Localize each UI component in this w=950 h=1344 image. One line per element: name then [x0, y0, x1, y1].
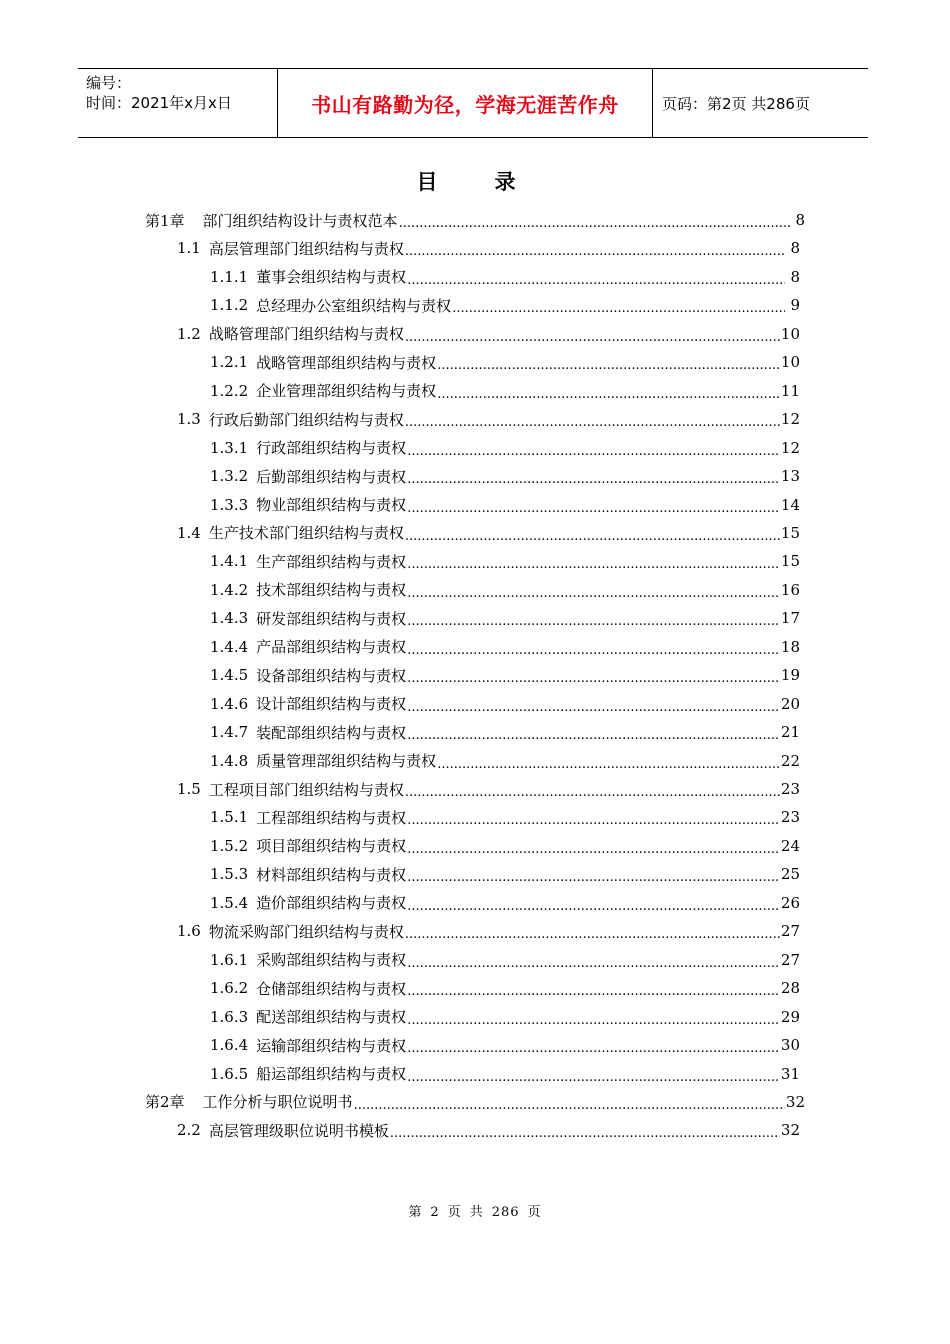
- toc-entry[interactable]: [177, 775, 800, 803]
- toc-dot-leader: [407, 952, 780, 968]
- toc-entry-label: 后勤部组织结构与责权: [256, 467, 407, 486]
- toc-entry-page: 21: [780, 723, 800, 742]
- toc-entry-page: 32: [785, 1092, 805, 1111]
- toc-entry-number: 1.4.5: [210, 666, 249, 685]
- toc-title: 目 录: [416, 170, 534, 194]
- toc-entry-page: 28: [780, 979, 800, 998]
- toc-dot-leader: [407, 667, 780, 683]
- toc-dot-leader: [407, 895, 780, 911]
- toc-dot-leader: [405, 923, 780, 939]
- toc-dot-leader: [390, 1122, 780, 1138]
- toc-dot-leader: [405, 326, 780, 342]
- toc-entry[interactable]: [210, 291, 800, 319]
- toc-entry[interactable]: [210, 348, 800, 376]
- toc-entry-page: 14: [780, 495, 800, 514]
- toc-entry-label: 工程部组织结构与责权: [256, 808, 407, 827]
- toc-entry-number: 1.4.4: [210, 637, 249, 656]
- toc-dot-leader: [437, 354, 780, 370]
- toc-dot-leader: [405, 240, 785, 256]
- toc-dot-leader: [407, 866, 780, 882]
- toc-entry-number: 1.2.1: [210, 353, 249, 372]
- toc-entry-number: 2.2: [177, 1121, 201, 1140]
- toc-entry-number: 1.4.8: [210, 751, 249, 770]
- toc-dot-leader: [407, 696, 780, 712]
- toc-entry-label: 设计部组织结构与责权: [256, 695, 407, 714]
- toc-entry-page: 25: [780, 865, 800, 884]
- toc-entry-label: 质量管理部组织结构与责权: [256, 752, 437, 771]
- toc-dot-leader: [354, 1094, 785, 1110]
- toc-dot-leader: [407, 724, 780, 740]
- toc-entry-number: 第2章: [145, 1093, 185, 1112]
- footer-current-page: 2: [430, 1205, 440, 1220]
- toc-dot-leader: [405, 525, 780, 541]
- toc-entry[interactable]: [177, 405, 800, 433]
- toc-entry-page: 12: [780, 410, 800, 429]
- page-header: [78, 68, 868, 138]
- toc-entry-page: 17: [780, 609, 800, 628]
- toc-entry-label: 战略管理部组织结构与责权: [256, 353, 437, 372]
- toc-entry-label: 总经理办公室组织结构与责权: [256, 296, 452, 315]
- toc-entry-number: 1.4.7: [210, 723, 249, 742]
- toc-entry[interactable]: [177, 519, 800, 547]
- toc-entry-label: 行政后勤部门组织结构与责权: [208, 410, 404, 429]
- toc-entry-number: 1.5.1: [210, 808, 249, 827]
- toc-entry[interactable]: [210, 946, 800, 974]
- toc-dot-leader: [407, 269, 785, 285]
- toc-dot-leader: [407, 610, 780, 626]
- toc-entry-page: 27: [780, 922, 800, 941]
- toc-entry-page: 13: [780, 467, 800, 486]
- toc-entry-number: 1.4.6: [210, 694, 249, 713]
- toc-entry-page: 29: [780, 1007, 800, 1026]
- toc-entry-page: 31: [780, 1064, 800, 1083]
- toc-entry-page: 8: [795, 211, 805, 229]
- toc-entry-label: 行政部组织结构与责权: [256, 439, 407, 458]
- toc-entry[interactable]: [210, 263, 800, 291]
- toc-entry[interactable]: [210, 547, 800, 575]
- header-motto: 书山有路勤为径，学海无涯苦作舟: [278, 69, 653, 137]
- toc-entry-number: 1.3.2: [210, 467, 249, 486]
- toc-dot-leader: [452, 297, 785, 313]
- toc-entry[interactable]: [210, 803, 800, 831]
- toc-entry-number: 1.2: [177, 324, 201, 343]
- toc-entry[interactable]: [210, 690, 800, 718]
- toc-entry-page: 19: [780, 666, 800, 685]
- toc-entry[interactable]: [177, 917, 800, 945]
- toc-entry[interactable]: [210, 633, 800, 661]
- toc-entry-page: 11: [780, 381, 800, 400]
- toc-entry[interactable]: [210, 1060, 800, 1088]
- toc-entry-number: 1.1: [177, 239, 201, 258]
- toc-entry-page: 10: [780, 324, 800, 343]
- toc-entry[interactable]: [177, 320, 800, 348]
- toc-entry-number: 1.6.5: [210, 1064, 249, 1083]
- toc-entry-page: 30: [780, 1036, 800, 1055]
- toc-entry-page: 18: [780, 637, 800, 656]
- toc-entry[interactable]: [210, 1031, 800, 1059]
- footer-suffix: 页: [527, 1205, 542, 1220]
- toc-entry-page: 15: [780, 523, 800, 542]
- toc-entry-number: 1.6.1: [210, 950, 249, 969]
- toc-entry-page: 24: [780, 836, 800, 855]
- toc-entry-number: 1.4.3: [210, 609, 249, 628]
- toc-entry-label: 部门组织结构设计与责权范本: [202, 211, 398, 230]
- toc-dot-leader: [407, 1009, 780, 1025]
- footer-total-pages: 286: [491, 1205, 520, 1220]
- toc-entry-number: 1.5.3: [210, 865, 249, 884]
- toc-entry[interactable]: [210, 860, 800, 888]
- toc-entry[interactable]: [210, 377, 800, 405]
- toc-entry-label: 高层管理部门组织结构与责权: [208, 239, 404, 258]
- toc-entry[interactable]: [177, 234, 800, 262]
- toc-entry[interactable]: [177, 1116, 800, 1144]
- toc-entry-page: 27: [780, 950, 800, 969]
- toc-entry-label: 造价部组织结构与责权: [256, 894, 407, 913]
- toc-dot-leader: [407, 1037, 780, 1053]
- toc-entry-label: 产品部组织结构与责权: [256, 638, 407, 657]
- page-footer: [0, 1201, 950, 1220]
- toc-entry-page: 8: [790, 267, 800, 286]
- toc-entry[interactable]: [210, 1003, 800, 1031]
- toc-entry[interactable]: [210, 576, 800, 604]
- footer-total-word: 共: [469, 1205, 484, 1220]
- toc-entry-page: 22: [780, 751, 800, 770]
- toc-dot-leader: [407, 980, 780, 996]
- toc-entry-number: 1.6.3: [210, 1007, 249, 1026]
- toc-entry[interactable]: [210, 889, 800, 917]
- toc-entry-number: 1.5.2: [210, 836, 249, 855]
- toc-entry-label: 高层管理级职位说明书模板: [208, 1121, 389, 1140]
- toc-dot-leader: [407, 639, 780, 655]
- toc-entry[interactable]: [210, 661, 800, 689]
- toc-entry[interactable]: [145, 206, 805, 234]
- toc-entry-page: 9: [790, 296, 800, 315]
- toc-entry-label: 材料部组织结构与责权: [256, 865, 407, 884]
- toc-entry-number: 1.5.4: [210, 893, 249, 912]
- header-page-label: 页码：第2页 共286页: [662, 94, 810, 113]
- toc-entry-label: 项目部组织结构与责权: [256, 837, 407, 856]
- toc-entry-number: 1.5: [177, 780, 201, 798]
- toc-dot-leader: [407, 838, 780, 854]
- footer-page-word: 页: [447, 1205, 462, 1220]
- toc-dot-leader: [405, 411, 780, 427]
- toc-entry[interactable]: [145, 1088, 805, 1116]
- toc-dot-leader: [407, 440, 780, 456]
- toc-entry-number: 1.4.2: [210, 580, 249, 599]
- toc-entry-page: 10: [780, 353, 800, 372]
- toc-entry-number: 第1章: [145, 211, 185, 230]
- toc-entry-label: 采购部组织结构与责权: [256, 951, 407, 970]
- toc-entry-label: 设备部组织结构与责权: [256, 666, 407, 685]
- toc-entry-number: 1.6.4: [210, 1036, 249, 1055]
- toc-entry-page: 32: [780, 1121, 800, 1140]
- toc-entry[interactable]: [210, 434, 800, 462]
- toc-dot-leader: [405, 781, 780, 797]
- toc-entry-page: 26: [780, 893, 800, 912]
- toc-entry-label: 仓储部组织结构与责权: [256, 979, 407, 998]
- toc-entry-label: 战略管理部门组织结构与责权: [208, 325, 404, 344]
- toc-entry[interactable]: [210, 491, 800, 519]
- toc-dot-leader: [407, 497, 780, 513]
- toc-entry-label: 技术部组织结构与责权: [256, 581, 407, 600]
- toc-entry-number: 1.3: [177, 410, 201, 429]
- toc-dot-leader: [407, 468, 780, 484]
- toc-entry-page: 15: [780, 552, 800, 571]
- toc-dot-leader: [407, 1066, 780, 1082]
- toc-entry-page: 20: [780, 694, 800, 713]
- toc-entry-page: 12: [780, 438, 800, 457]
- toc-entry-label: 工程项目部门组织结构与责权: [208, 780, 404, 799]
- toc-entry-label: 物业部组织结构与责权: [256, 496, 407, 514]
- footer-prefix: 第: [408, 1205, 423, 1220]
- toc-entry-number: 1.6: [177, 922, 201, 941]
- toc-entry-label: 生产技术部门组织结构与责权: [208, 524, 404, 543]
- toc-entry[interactable]: [210, 974, 800, 1002]
- toc-entry-number: 1.1.2: [210, 296, 249, 315]
- header-meta: [78, 69, 278, 137]
- toc-entry-number: 1.2.2: [210, 381, 249, 400]
- date-label: 时间：2021年x月x日: [86, 94, 232, 112]
- toc-entry[interactable]: [210, 832, 800, 860]
- toc-entry-label: 配送部组织结构与责权: [256, 1008, 407, 1027]
- toc-entry-label: 运输部组织结构与责权: [256, 1036, 407, 1055]
- toc-entry-label: 物流采购部门组织结构与责权: [208, 922, 404, 941]
- toc-entry-number: 1.3.1: [210, 438, 249, 457]
- toc-dot-leader: [407, 582, 780, 598]
- toc-dot-leader: [437, 383, 780, 399]
- toc-dot-leader: [407, 553, 780, 569]
- toc-entry-label: 董事会组织结构与责权: [256, 268, 407, 287]
- toc-entry-number: 1.4.1: [210, 552, 249, 571]
- toc-entry[interactable]: [210, 718, 800, 746]
- toc-entry-label: 企业管理部组织结构与责权: [256, 382, 437, 401]
- toc-entry-label: 装配部组织结构与责权: [256, 723, 407, 742]
- toc-entry[interactable]: [210, 747, 800, 775]
- toc-entry-page: 8: [790, 239, 800, 258]
- toc-entry-label: 工作分析与职位说明书: [202, 1093, 353, 1112]
- toc-entry-number: 1.3.3: [210, 495, 249, 514]
- toc-dot-leader: [437, 753, 780, 769]
- toc-dot-leader: [407, 809, 780, 825]
- toc-entry[interactable]: [210, 604, 800, 632]
- toc-entry-number: 1.6.2: [210, 979, 249, 998]
- toc-entry-number: 1.4: [177, 523, 201, 542]
- toc-dot-leader: [399, 212, 790, 228]
- toc-entry-number: 1.1.1: [210, 267, 249, 286]
- toc-entry-page: 16: [780, 580, 800, 599]
- toc-entry[interactable]: [210, 462, 800, 490]
- toc-entry-label: 研发部组织结构与责权: [256, 609, 407, 628]
- toc-entry-page: 23: [780, 780, 800, 798]
- toc-entry-label: 船运部组织结构与责权: [256, 1065, 407, 1083]
- toc-entry-label: 生产部组织结构与责权: [256, 552, 407, 571]
- toc-entry-page: 23: [780, 808, 800, 827]
- number-label: 编号：: [86, 74, 132, 92]
